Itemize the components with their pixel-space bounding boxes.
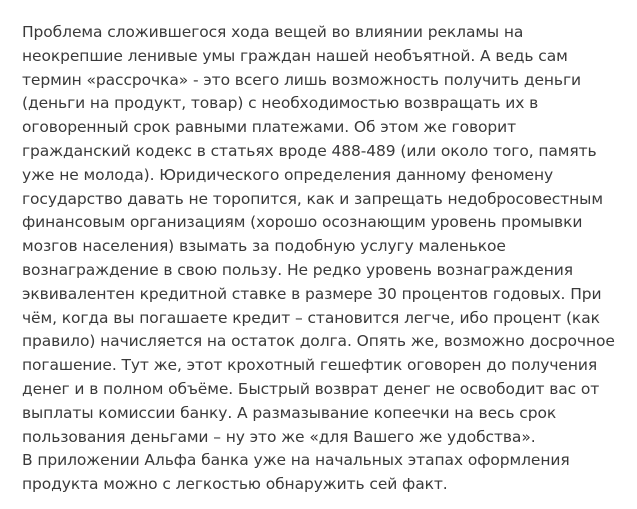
- paragraph: Проблема сложившегося хода вещей во влиянии рекламы на неокрепшие ленивые умы граждан нашей необъятной. А ведь сам термин «рассрочка» - это всего лишь возможность получить деньги (деньги на продукт, товар) с необходимостью возвращать их в оговоренный срок равными платежами. Об этом же говорит гражданский кодекс в статьях вроде 488-489 (или около того, память уже не молода). Юридического определения данному феномену государство давать не торопится, как и запрещать недобросовестным финансовым организациям (хорошо осознающим уровень промывки мозгов населения) взымать за подобную услугу маленькое вознаграждение в свою пользу. Не редко уровень вознаграждения эквивалентен кредитной ставке в размере 30 процентов годовых. При чём, когда вы погашаете кредит – становится легче, ибо процент (как правило) начисляется на остаток долга. Опять же, возможно досрочное погашение. Тут же, этот крохотный гешефтик оговорен до получения денег и в полном объёме. Быстрый возврат денег не освободит вас от выплаты комиссии банку. А размазывание копеечки на весь срок пользования деньгами – ну это же «для Вашего же удобства».: [22, 23, 615, 446]
- paragraph: В приложении Альфа банка уже на начальных этапах оформления продукта можно с легкостью обнаружить сей факт.: [22, 451, 570, 494]
